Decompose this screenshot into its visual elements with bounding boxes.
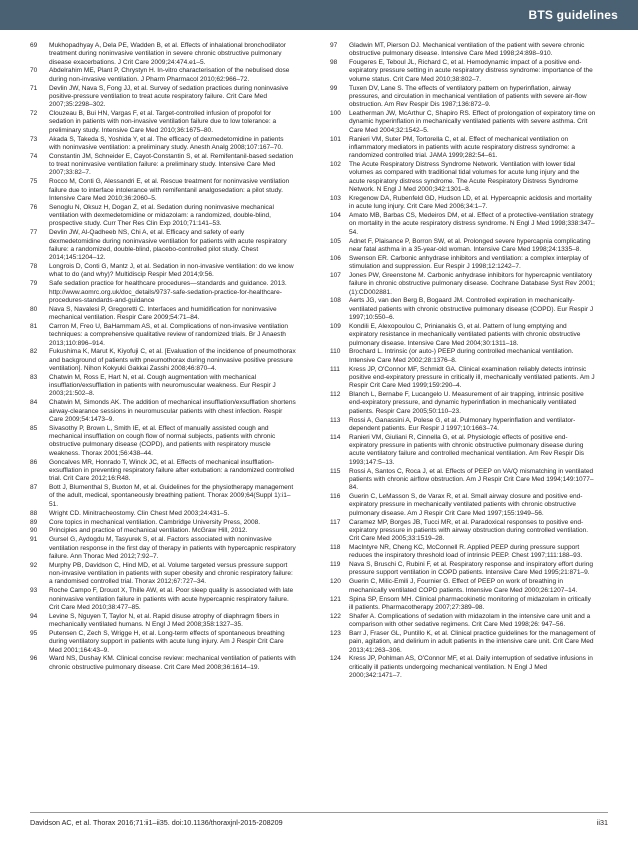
reference-text: Tuxen DV, Lane S. The effects of ventilatory pattern on hyperinflation, airway pressures, and circulation in mechanical ventilation of patients with severe air-flow obstruction. Am Rev Respir Dis 1987;136:872–9. xyxy=(349,84,587,109)
reference-text: Fougeres E, Teboul JL, Richard C, et al. Hemodynamic impact of a positive end-expiratory pressure setting in acute respiratory distress syndrome: importance of the volume status. Crit Care Med 2010;38:802–7. xyxy=(349,59,593,83)
reference-number: 124 xyxy=(330,655,341,663)
reference-number: 94 xyxy=(30,612,38,620)
reference-number: 92 xyxy=(30,561,38,569)
reference-number: 74 xyxy=(30,152,38,160)
reference-item xyxy=(30,459,296,484)
reference-text: Gursel G, Aydogdu M, Tasyurek S, et al. Factors associated with noninvasive ventilation response in the first day of therapy in patients with hypercapnic respiratory failure. Ann Thorac Med 2012;7:92–7. xyxy=(49,536,296,560)
reference-item xyxy=(30,67,296,84)
reference-item xyxy=(30,630,296,655)
reference-item xyxy=(330,272,596,297)
reference-number: 101 xyxy=(330,135,341,143)
reference-number: 103 xyxy=(330,194,341,202)
reference-item xyxy=(330,655,596,680)
reference-number: 84 xyxy=(30,399,38,407)
reference-item xyxy=(330,85,596,110)
reference-item xyxy=(330,391,596,416)
reference-item xyxy=(30,153,296,178)
reference-number: 118 xyxy=(330,543,341,551)
reference-item xyxy=(30,229,296,262)
reference-text: Sivasothy P, Brown L, Smith IE, et al. Effect of manually assisted cough and mechanical insufflation on cough flow of normal subjects, patients with chronic obstructive pulmonary disease (COPD), and patients with respiratory muscle weakness. Thorax 2001;56:438–44. xyxy=(49,424,276,457)
reference-text: Rossi A, Santos C, Roca J, et al. Effects of PEEP on VA/Q mismatching in ventilated patients with chronic airflow obstruction. Am J Respir Crit Care Med 1994;149:1077–84. xyxy=(349,467,594,492)
reference-number: 111 xyxy=(330,365,340,373)
reference-number: 72 xyxy=(30,110,38,118)
reference-item xyxy=(30,655,296,672)
reference-number: 93 xyxy=(30,587,38,595)
reference-item xyxy=(330,544,596,561)
reference-number: 113 xyxy=(330,416,341,424)
reference-number: 73 xyxy=(30,135,38,143)
reference-item xyxy=(330,161,596,194)
reference-number: 112 xyxy=(330,391,341,399)
reference-item xyxy=(330,519,596,544)
reference-number: 75 xyxy=(30,178,38,186)
reference-number: 88 xyxy=(30,509,38,517)
reference-text: MacIntyre NR, Cheng KC, McConnell R. Applied PEEP during pressure support reduces the inspiratory threshold load of intrinsic PEEP. Chest 1997;111:188–93. xyxy=(349,543,583,560)
reference-text: Swenson ER. Carbonic anhydrase inhibitors and ventilation: a complex interplay of stimulation and suppression. Eur Respir J 1998;12:1242–7. xyxy=(349,254,589,271)
reference-number: 77 xyxy=(30,229,38,237)
reference-number: 99 xyxy=(330,84,338,92)
reference-text: Caramez MP, Borges JB, Tucci MR, et al. Paradoxical responses to positive end-expiratory pressure in patients with airway obstruction during controlled ventilation. Crit Care Med 2005;33:1519–28. xyxy=(349,518,589,543)
reference-text: Kondili E, Alexopoulou C, Prinianakis G, et al. Pattern of lung emptying and expiratory resistance in mechanically ventilated patients with chronic obstructive pulmonary disease. Intensive Care Med 2004;30:1311–18. xyxy=(349,322,581,347)
reference-text: Gladwin MT, Pierson DJ. Mechanical ventilation of the patient with severe chronic obstructive pulmonary disease. Intensive Care Med 1998;24:898–910. xyxy=(349,42,585,58)
reference-text: Nava S, Navalesi P, Gregoretti C. Interfaces and humidification for noninvasive mechanical ventilation. Respir Care 2009;54:71–84. xyxy=(49,305,277,322)
reference-number: 115 xyxy=(330,467,341,475)
reference-item xyxy=(30,510,296,518)
reference-item xyxy=(30,85,296,110)
reference-item xyxy=(330,630,596,655)
reference-text: Ranieri VM, Suter PM, Tortorella C, et al. Effect of mechanical ventilation on inflammatory mediators in patients with acute respiratory distress syndrome: a randomized controlled trial. JAMA 1999;282:54–61. xyxy=(349,135,575,160)
reference-number: 109 xyxy=(330,322,341,330)
reference-number: 119 xyxy=(330,561,341,569)
footer-citation: Davidson AC, et al. Thorax 2016;71:ii1–ii35. doi:10.1136/thoraxjnl-2015-208209 xyxy=(30,818,283,827)
reference-text: Kress JP, Pohlman AS, O'Connor MF, et al. Daily interruption of sedative infusions in critically ill patients undergoing mechanical ventilation. N Engl J Med 2000;342:1471–7. xyxy=(349,655,593,679)
reference-number: 98 xyxy=(330,59,338,67)
reference-item xyxy=(330,42,596,59)
reference-item xyxy=(30,204,296,229)
reference-number: 76 xyxy=(30,203,38,211)
reference-item xyxy=(30,323,296,348)
reference-text: Rocco M, Conti G, Alessandri E, et al. Rescue treatment for noninvasive ventilation failure due to interface intolerance with remifentanil analgosedation: a pilot study. Intensive Care Med 2010;36:2060–5. xyxy=(49,178,290,202)
reference-text: Putensen C, Zech S, Wrigge H, et al. Long-term effects of spontaneous breathing during ventilatory support in patients with acute lung injury. Am J Respir Crit Care Med 2001;164:43–9. xyxy=(49,629,285,654)
reference-text: Chatwin M, Ross E, Hart N, et al. Cough augmentation with mechanical insufflation/exsufflation in patients with neuromuscular weakness. Eur Respir J 2003;21:502–8. xyxy=(49,373,276,398)
reference-text: Devlin JW, Nava S, Fong JJ, et al. Survey of sedation practices during noninvasive positive-pressure ventilation to treat acute respiratory failure. Crit Care Med 2007;35:2298–302. xyxy=(49,84,289,109)
reference-item xyxy=(30,519,296,527)
reference-item xyxy=(30,527,296,535)
reference-item xyxy=(30,374,296,399)
reference-text: Murphy PB, Davidson C, Hind MD, et al. Volume targeted versus pressure support non-invasive ventilation in patients with super obesity and chronic respiratory failure: a randomised controlled trial. Thorax 2012;67:727–34. xyxy=(49,561,293,586)
reference-text: Spina SP, Ensom MH. Clinical pharmacokinetic monitoring of midazolam in critically ill patients. Pharmacotherapy 2007;27:389–98. xyxy=(349,595,591,611)
reference-number: 89 xyxy=(30,518,38,526)
reference-number: 71 xyxy=(30,84,38,92)
reference-text: Ward NS, Dushay KM. Clinical concise review: mechanical ventilation of patients with chronic obstructive pulmonary disease. Crit Care Med 2008;36:1614–19. xyxy=(49,655,296,671)
reference-item xyxy=(30,110,296,135)
reference-item xyxy=(330,578,596,595)
reference-item xyxy=(330,493,596,518)
reference-item xyxy=(330,212,596,237)
section-title: BTS guidelines xyxy=(528,8,618,22)
reference-text: The Acute Respiratory Distress Syndrome Network. Ventilation with lower tidal volumes as compared with traditional tidal volumes for acute lung injury and the acute respiratory distress syndrome. The Acute Respiratory Distress Syndrome Network. N Engl J Med 2000;342:1301–8. xyxy=(349,161,580,194)
reference-number: 107 xyxy=(330,271,341,279)
reference-item xyxy=(30,136,296,153)
reference-text: Amato MB, Barbas CS, Medeiros DM, et al. Effect of a protective-ventilation strategy on mortality in the acute respiratory distress syndrome. N Engl J Med 1998;338:347–54. xyxy=(349,212,595,236)
reference-text: Leatherman JW, McArthur C, Shapiro RS. Effect of prolongation of expiratory time on dynamic hyperinflation in mechanically ventilated patients with severe asthma. Crit Care Med 2004;32:1542–5. xyxy=(349,110,596,134)
reference-item xyxy=(30,348,296,373)
reference-number: 116 xyxy=(330,493,341,501)
reference-text: Rossi A, Ganassini A, Polese G, et al. Pulmonary hyperinflation and ventilator-dependent patients. Eur Respir J 1997;10:1663–74. xyxy=(349,416,576,432)
reference-number: 78 xyxy=(30,263,38,271)
reference-item xyxy=(330,366,596,391)
reference-text: Jones PW, Greenstone M. Carbonic anhydrase inhibitors for hypercapnic ventilatory failure in chronic obstructive pulmonary disease. Cochrane Database Syst Rev 2001;(1):CD002881. xyxy=(349,271,596,296)
reference-item xyxy=(330,297,596,322)
reference-number: 90 xyxy=(30,527,38,535)
reference-item xyxy=(30,562,296,587)
reference-number: 96 xyxy=(30,655,38,663)
reference-number: 85 xyxy=(30,424,38,432)
reference-item xyxy=(330,238,596,255)
reference-text: Chatwin M, Simonds AK. The addition of mechanical insufflation/exsufflation shortens airway-clearance sessions in neuromuscular patients with chest infection. Respir Care 2009;54:1473–9. xyxy=(49,399,296,423)
reference-item xyxy=(330,561,596,578)
reference-text: Wright CD. Minitracheostomy. Clin Chest Med 2003;24:431–5. xyxy=(49,509,230,517)
reference-item xyxy=(330,417,596,434)
reference-number: 80 xyxy=(30,305,38,313)
reference-text: Clouzeau B, Bui HN, Vargas F, et al. Target-controlled infusion of propofol for sedation in patients with non-invasive ventilation failure due to low tolerance: a preliminary study. Intensive Care Med 2010;36:1675–80. xyxy=(49,110,277,134)
reference-column-right xyxy=(330,42,596,681)
reference-item xyxy=(30,484,296,509)
reference-number: 102 xyxy=(330,161,341,169)
reference-text: Senoglu N, Oksuz H, Dogan Z, et al. Sedation during noninvasive mechanical ventilation with dexmedetomidine or midazolam: a randomized, double-blind, prospective study. Curr Ther Res Clin Exp 2010;71:141–53. xyxy=(49,203,274,228)
reference-text: Barr J, Fraser GL, Puntillo K, et al. Clinical practice guidelines for the management of pain, agitation, and delirium in adult patients in the intensive care unit. Crit Care Med 2013;41:263–306. xyxy=(349,629,596,654)
reference-item xyxy=(30,263,296,280)
reference-number: 121 xyxy=(330,595,341,603)
reference-text: Abdelrahim ME, Plant P, Chrystyn H. In-vitro characterisation of the nebulised dose during non-invasive ventilation. J Pharm Pharmacol 2010;62:966–72. xyxy=(49,67,290,83)
reference-item xyxy=(30,425,296,458)
reference-text: Principles and practice of mechanical ventilation. McGraw Hill, 2012. xyxy=(49,527,248,535)
reference-number: 120 xyxy=(330,578,341,586)
reference-text: Shafer A. Complications of sedation with midazolam in the intensive care unit and a comparison with other sedative regimens. Crit Care Med 1998;26: 947–56. xyxy=(349,612,591,629)
reference-column-left xyxy=(30,42,296,673)
reference-number: 110 xyxy=(330,348,341,356)
reference-number: 83 xyxy=(30,373,38,381)
reference-item xyxy=(330,195,596,212)
reference-item xyxy=(330,59,596,84)
reference-number: 70 xyxy=(30,67,38,75)
reference-text: Core topics in mechanical ventilation. Cambridge University Press, 2008. xyxy=(49,518,261,526)
reference-item xyxy=(330,613,596,630)
reference-item xyxy=(330,348,596,365)
reference-text: Bott J, Blumenthal S, Buxton M, et al. Guidelines for the physiotherapy management of the adult, medical, spontaneously breathing patient. Thorax 2009;64(Suppl 1):i1–51. xyxy=(49,484,294,508)
reference-number: 95 xyxy=(30,629,38,637)
reference-text: Kregenow DA, Rubenfeld GD, Hudson LD, et al. Hypercapnic acidosis and mortality in acute lung injury. Crit Care Med 2006;34:1–7. xyxy=(349,194,592,211)
footer-divider xyxy=(30,812,608,813)
page-number: ii31 xyxy=(596,818,608,827)
reference-text: Safe sedation practice for healthcare procedures—standards and guidance. 2013. http://www.aomrc.org.uk/doc_details/9737-safe-sedation-practice-for-healthcare-procedures-standards-and-guidance xyxy=(49,280,287,304)
reference-text: Longrois D, Conti G, Mantz J, et al. Sedation in non-invasive ventilation: do we know what to do (and why)? Multidiscip Respir Med 2014;9:56. xyxy=(49,263,294,279)
reference-item xyxy=(30,178,296,203)
reference-text: Goncalves MR, Honrado T, Winck JC, et al. Effects of mechanical insufflation-exsufflation in preventing respiratory failure after extubation: a randomized controlled trial. Crit Care 2012;16:R48. xyxy=(49,458,295,483)
reference-number: 122 xyxy=(330,612,341,620)
header-band xyxy=(0,0,638,30)
reference-text: Carron M, Freo U, BaHammam AS, et al. Complications of non-invasive ventilation techniques: a comprehensive qualitative review of randomized trials. Br J Anaesth 2013;110:896–914. xyxy=(49,322,289,347)
reference-text: Guerin C, LeMasson S, de Varax R, et al. Small airway closure and positive end-expiratory pressure in mechanically ventilated patients with chronic obstructive pulmonary disease. Am J Respir Crit Care Med 1997;155:1949–56. xyxy=(349,493,583,517)
reference-text: Aerts JG, van den Berg B, Bogaard JM. Controlled expiration in mechanically-ventilated patients with chronic obstructive pulmonary disease (COPD). Eur Respir J 1997;10:550–6. xyxy=(349,297,594,322)
reference-item xyxy=(330,110,596,135)
reference-number: 87 xyxy=(30,484,38,492)
reference-text: Devlin JW, Al-Qadheeb NS, Chi A, et al. Efficacy and safety of early dexmedetomidine during noninvasive ventilation for patients with acute respiratory failure: a randomized, double-blind, placebo-controlled pilot study. Chest 2014;145:1204–12. xyxy=(49,229,287,262)
reference-item xyxy=(330,468,596,493)
reference-text: Fukushima K, Marut K, Kiyofuji C, et al. [Evaluation of the incidence of pneumothorax and background of patients with pneumothorax during noninvasive positive pressure ventilation]. Nihon Kokyuki Gakkai Zasshi 2008;46:870–4. xyxy=(49,348,296,372)
reference-text: Mukhopadhyay A, Dela PE, Wadden B, et al. Effects of inhalational bronchodilator treatment during noninvasive ventilation in severe chronic obstructive pulmonary disease exacerbations. J Crit Care 2009;24:474.e1–5. xyxy=(49,42,286,66)
reference-item xyxy=(30,306,296,323)
reference-number: 97 xyxy=(330,42,338,49)
reference-item xyxy=(330,596,596,613)
reference-number: 117 xyxy=(330,518,341,526)
reference-item xyxy=(30,536,296,561)
reference-text: Ranieri VM, Giuliani R, Cinnella G, et al. Physiologic effects of positive end-expiratory pressure in patients with chronic obstructive pulmonary disease during acute ventilatory failure and controlled mechanical ventilation. Am Rev Respir Dis 1993;147:5–13. xyxy=(349,433,585,466)
reference-item xyxy=(330,323,596,348)
reference-item xyxy=(30,42,296,67)
reference-item xyxy=(330,255,596,272)
reference-number: 79 xyxy=(30,280,38,288)
reference-number: 69 xyxy=(30,42,38,49)
reference-text: Adnet F, Plaisance P, Borron SW, et al. Prolonged severe hypercapnia complicating near fatal asthma in a 35-year-old woman. Intensive Care Med 1998;24:1335–8. xyxy=(349,237,591,253)
reference-text: Guerin C, Milic-Emili J, Fournier G. Effect of PEEP on work of breathing in mechanically ventilated COPD patients. Intensive Care Med 2000;26:1207–14. xyxy=(349,578,578,594)
reference-number: 123 xyxy=(330,629,341,637)
reference-number: 104 xyxy=(330,212,341,220)
reference-number: 114 xyxy=(330,433,341,441)
reference-number: 86 xyxy=(30,458,38,466)
reference-item xyxy=(330,434,596,467)
reference-text: Brochard L. Intrinsic (or auto-) PEEP during controlled mechanical ventilation. Intensive Care Med 2002;28:1376–8. xyxy=(349,348,574,364)
reference-number: 100 xyxy=(330,110,341,118)
reference-text: Levine S, Nguyen T, Taylor N, et al. Rapid disuse atrophy of diaphragm fibers in mechanically ventilated humans. N Engl J Med 2008;358:1327–35. xyxy=(49,612,280,629)
reference-item xyxy=(330,136,596,161)
reference-number: 105 xyxy=(330,237,341,245)
reference-text: Roche Campo F, Drouot X, Thille AW, et al. Poor sleep quality is associated with late noninvasive ventilation failure in patients with acute hypercapnic respiratory failure. Crit Care Med 2010;38:477–85. xyxy=(49,587,294,611)
reference-item xyxy=(30,399,296,424)
reference-number: 81 xyxy=(30,322,38,330)
reference-number: 106 xyxy=(330,254,341,262)
reference-text: Akada S, Takeda S, Yoshida Y, et al. The efficacy of dexmedetomidine in patients with noninvasive ventilation: a preliminary study. Anesth Analg 2008;107:167–70. xyxy=(49,135,284,151)
reference-number: 82 xyxy=(30,348,38,356)
reference-item xyxy=(30,613,296,630)
reference-item xyxy=(30,587,296,612)
reference-text: Blanch L, Bernabe F, Lucangelo U. Measurement of air trapping, intrinsic positive end-expiratory pressure, and dynamic hyperinflation in mechanically ventilated patients. Respir Care 2005;50:110–23. xyxy=(349,391,584,415)
reference-number: 108 xyxy=(330,297,341,305)
reference-number: 91 xyxy=(30,536,38,544)
reference-text: Kress JP, O'Connor MF, Schmidt GA. Clinical examination reliably detects intrinsic positive end-expiratory pressure in critically ill, mechanically ventilated patients. Am J Respir Crit Care Med 1999;159:290–4. xyxy=(349,365,595,390)
reference-item xyxy=(30,280,296,305)
reference-text: Constantin JM, Schneider E, Cayot-Constantin S, et al. Remifentanil-based sedation to treat noninvasive ventilation failure: a preliminary study. Intensive Care Med 2007;33:82–7. xyxy=(49,152,294,177)
reference-text: Nava S, Bruschi C, Rubini F, et al. Respiratory response and inspiratory effort during pressure support ventilation in COPD patients. Intensive Care Med 1995;21:871–9. xyxy=(349,561,594,577)
